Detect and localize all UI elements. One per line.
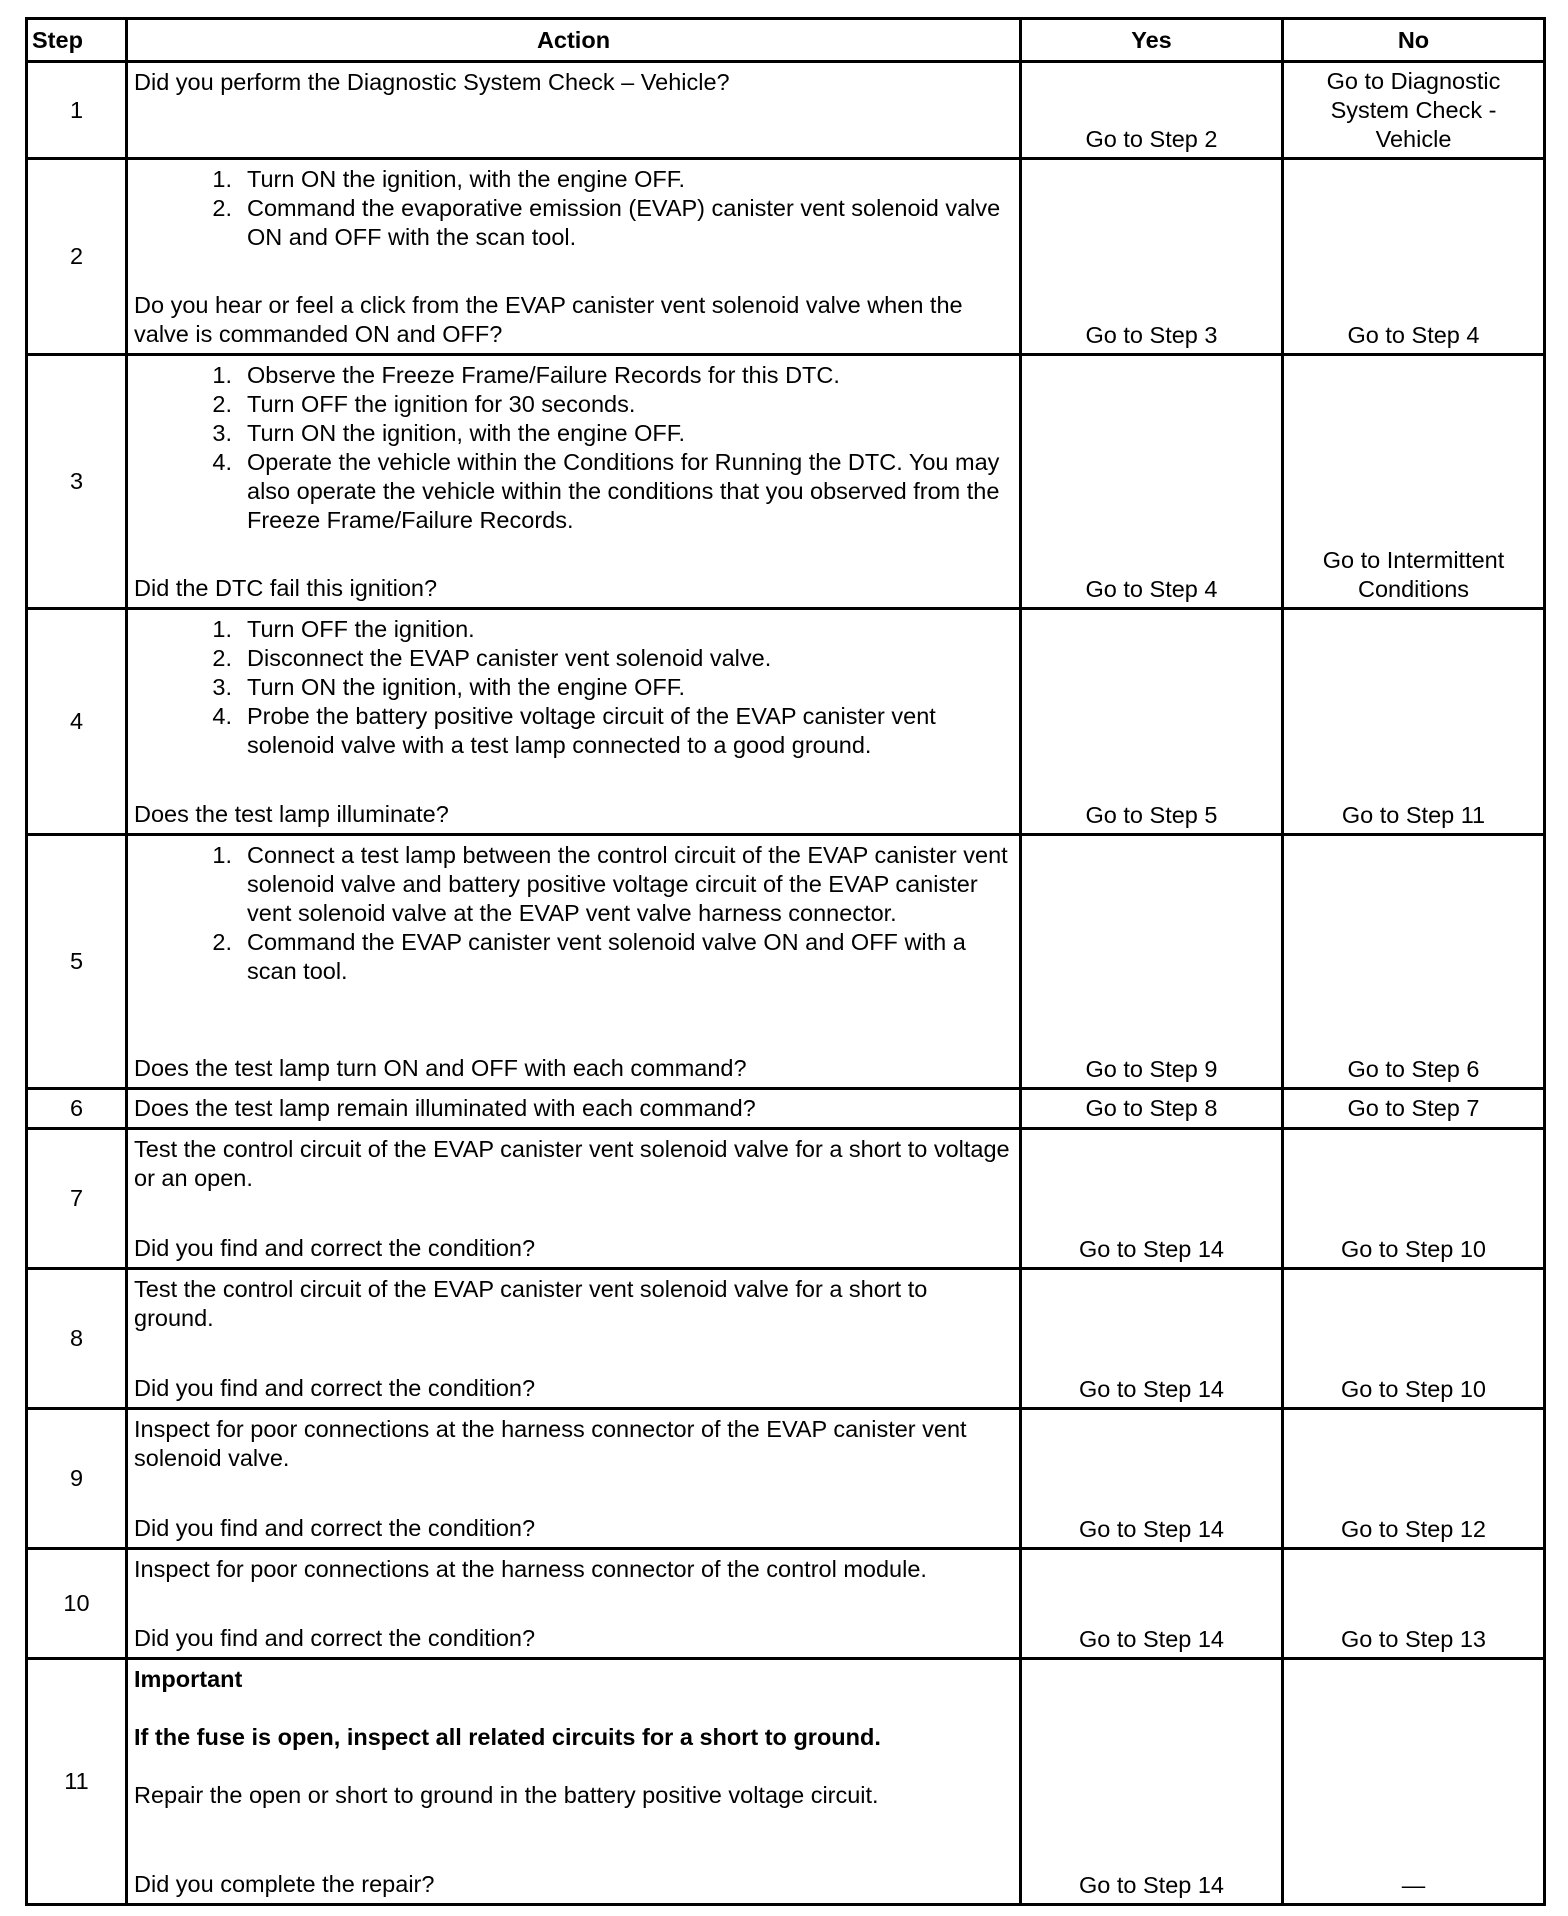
table-row: [27, 1089, 1545, 1129]
list-item-number: 3.: [212, 674, 232, 700]
step-number: 9: [27, 1409, 127, 1549]
action-question: Did you complete the repair?: [134, 1871, 435, 1897]
action-instruction: Did you perform the Diagnostic System Check – Vehicle?: [134, 69, 730, 95]
list-item-number: 1.: [212, 616, 232, 642]
list-item: [134, 165, 1013, 194]
yes-result: Go to Step 14: [1021, 1659, 1283, 1905]
important-note: If the fuse is open, inspect all related circuits for a short to ground.: [134, 1724, 881, 1750]
action-steps-list: [134, 361, 1013, 535]
list-item-number: 1.: [212, 166, 232, 192]
no-result: Go to Step 13: [1283, 1549, 1545, 1659]
no-result: —: [1283, 1659, 1545, 1905]
list-item: [134, 841, 1013, 928]
action-cell: [127, 1129, 1021, 1269]
action-cell: [127, 159, 1021, 355]
table-row: [27, 1659, 1545, 1905]
list-item: [134, 448, 1013, 535]
table-row: [27, 835, 1545, 1089]
list-item-number: 4.: [212, 449, 232, 475]
action-question: Does the test lamp turn ON and OFF with each command?: [134, 1055, 747, 1081]
list-item-number: 2.: [212, 645, 232, 671]
table-row: [27, 609, 1545, 835]
action-cell: [127, 609, 1021, 835]
list-item-number: 3.: [212, 420, 232, 446]
action-question: Do you hear or feel a click from the EVAP canister vent solenoid valve when the valve is commanded ON and OFF?: [134, 292, 963, 347]
action-cell: [127, 1409, 1021, 1549]
step-number: 7: [27, 1129, 127, 1269]
step-number: 6: [27, 1089, 127, 1129]
yes-result: Go to Step 8: [1021, 1089, 1283, 1129]
list-item-number: 4.: [212, 703, 232, 729]
list-item: [134, 673, 1013, 702]
list-item-number: 2.: [212, 195, 232, 221]
step-number: 4: [27, 609, 127, 835]
header-no: No: [1283, 19, 1545, 62]
list-item-text: Operate the vehicle within the Conditions for Running the DTC. You may also operate the vehicle within the conditions that you observed from the Freeze Frame/Failure Records.: [247, 449, 1000, 533]
list-item-text: Connect a test lamp between the control circuit of the EVAP canister vent solenoid valve and battery positive voltage circuit of the EVAP canister vent solenoid valve at the EVAP vent valve harness connector.: [247, 842, 1008, 926]
action-cell: [127, 835, 1021, 1089]
list-item-text: Disconnect the EVAP canister vent solenoid valve.: [247, 645, 772, 671]
action-instruction: Repair the open or short to ground in the battery positive voltage circuit.: [134, 1782, 879, 1808]
yes-result: Go to Step 3: [1021, 159, 1283, 355]
yes-result: Go to Step 4: [1021, 355, 1283, 609]
action-instruction: Inspect for poor connections at the harness connector of the EVAP canister vent solenoid valve.: [134, 1416, 967, 1471]
table-row: [27, 159, 1545, 355]
action-question: Does the test lamp remain illuminated with each command?: [134, 1095, 756, 1121]
list-item-text: Turn ON the ignition, with the engine OFF.: [247, 674, 686, 700]
no-result: Go to Step 4: [1283, 159, 1545, 355]
yes-result: Go to Step 14: [1021, 1129, 1283, 1269]
step-number: 11: [27, 1659, 127, 1905]
no-result: Go to Step 7: [1283, 1089, 1545, 1129]
table-row: [27, 355, 1545, 609]
step-number: 10: [27, 1549, 127, 1659]
list-item-text: Turn ON the ignition, with the engine OFF.: [247, 420, 686, 446]
list-item: [134, 928, 1013, 986]
action-steps-list: [134, 615, 1013, 760]
action-question: Did you find and correct the condition?: [134, 1235, 536, 1261]
no-result: Go to Step 10: [1283, 1269, 1545, 1409]
diagnostic-table-container: [25, 17, 1543, 1906]
no-result: Go to Diagnostic System Check - Vehicle: [1283, 62, 1545, 159]
list-item-number: 1.: [212, 362, 232, 388]
list-item: [134, 390, 1013, 419]
action-cell: [127, 355, 1021, 609]
important-label: Important: [134, 1666, 243, 1692]
action-cell: [127, 62, 1021, 159]
no-result: Go to Step 11: [1283, 609, 1545, 835]
yes-result: Go to Step 14: [1021, 1269, 1283, 1409]
action-instruction: Inspect for poor connections at the harness connector of the control module.: [134, 1556, 927, 1582]
list-item-number: 1.: [212, 842, 232, 868]
table-row: [27, 1549, 1545, 1659]
list-item-text: Observe the Freeze Frame/Failure Records for this DTC.: [247, 362, 840, 388]
action-cell: [127, 1089, 1021, 1129]
step-number: 1: [27, 62, 127, 159]
diagnostic-table: [25, 17, 1546, 1906]
table-row: [27, 1129, 1545, 1269]
action-question: Did you find and correct the condition?: [134, 1375, 536, 1401]
step-number: 2: [27, 159, 127, 355]
step-number: 3: [27, 355, 127, 609]
list-item: [134, 702, 1013, 760]
list-item: [134, 361, 1013, 390]
action-question: Did you find and correct the condition?: [134, 1515, 536, 1541]
step-number: 8: [27, 1269, 127, 1409]
no-result: Go to Step 6: [1283, 835, 1545, 1089]
no-result: Go to Intermittent Conditions: [1283, 355, 1545, 609]
list-item-text: Command the EVAP canister vent solenoid valve ON and OFF with a scan tool.: [247, 929, 966, 984]
action-cell: [127, 1549, 1021, 1659]
action-question: Did you find and correct the condition?: [134, 1625, 536, 1651]
header-row: [27, 19, 1545, 62]
list-item: [134, 194, 1013, 252]
action-cell: [127, 1659, 1021, 1905]
no-result: Go to Step 12: [1283, 1409, 1545, 1549]
header-action: Action: [127, 19, 1021, 62]
action-cell: [127, 1269, 1021, 1409]
list-item: [134, 419, 1013, 448]
header-yes: Yes: [1021, 19, 1283, 62]
action-instruction: Test the control circuit of the EVAP canister vent solenoid valve for a short to voltage or an open.: [134, 1136, 1010, 1191]
list-item-text: Command the evaporative emission (EVAP) canister vent solenoid valve ON and OFF with the scan tool.: [247, 195, 1001, 250]
list-item-number: 2.: [212, 391, 232, 417]
action-steps-list: [134, 841, 1013, 986]
list-item: [134, 644, 1013, 673]
table-row: [27, 1409, 1545, 1549]
yes-result: Go to Step 2: [1021, 62, 1283, 159]
no-result: Go to Step 10: [1283, 1129, 1545, 1269]
list-item-text: Turn OFF the ignition.: [247, 616, 475, 642]
list-item-text: Turn ON the ignition, with the engine OFF.: [247, 166, 686, 192]
list-item-text: Probe the battery positive voltage circuit of the EVAP canister vent solenoid valve with a test lamp connected to a good ground.: [247, 703, 936, 758]
action-steps-list: [134, 165, 1013, 252]
yes-result: Go to Step 9: [1021, 835, 1283, 1089]
yes-result: Go to Step 14: [1021, 1549, 1283, 1659]
yes-result: Go to Step 5: [1021, 609, 1283, 835]
header-step: Step: [27, 19, 127, 62]
list-item-text: Turn OFF the ignition for 30 seconds.: [247, 391, 636, 417]
table-body: [27, 62, 1545, 1905]
table-row: [27, 62, 1545, 159]
action-question: Does the test lamp illuminate?: [134, 801, 449, 827]
action-instruction: Test the control circuit of the EVAP canister vent solenoid valve for a short to ground.: [134, 1276, 928, 1331]
step-number: 5: [27, 835, 127, 1089]
action-question: Did the DTC fail this ignition?: [134, 575, 438, 601]
list-item: [134, 615, 1013, 644]
table-row: [27, 1269, 1545, 1409]
yes-result: Go to Step 14: [1021, 1409, 1283, 1549]
list-item-number: 2.: [212, 929, 232, 955]
